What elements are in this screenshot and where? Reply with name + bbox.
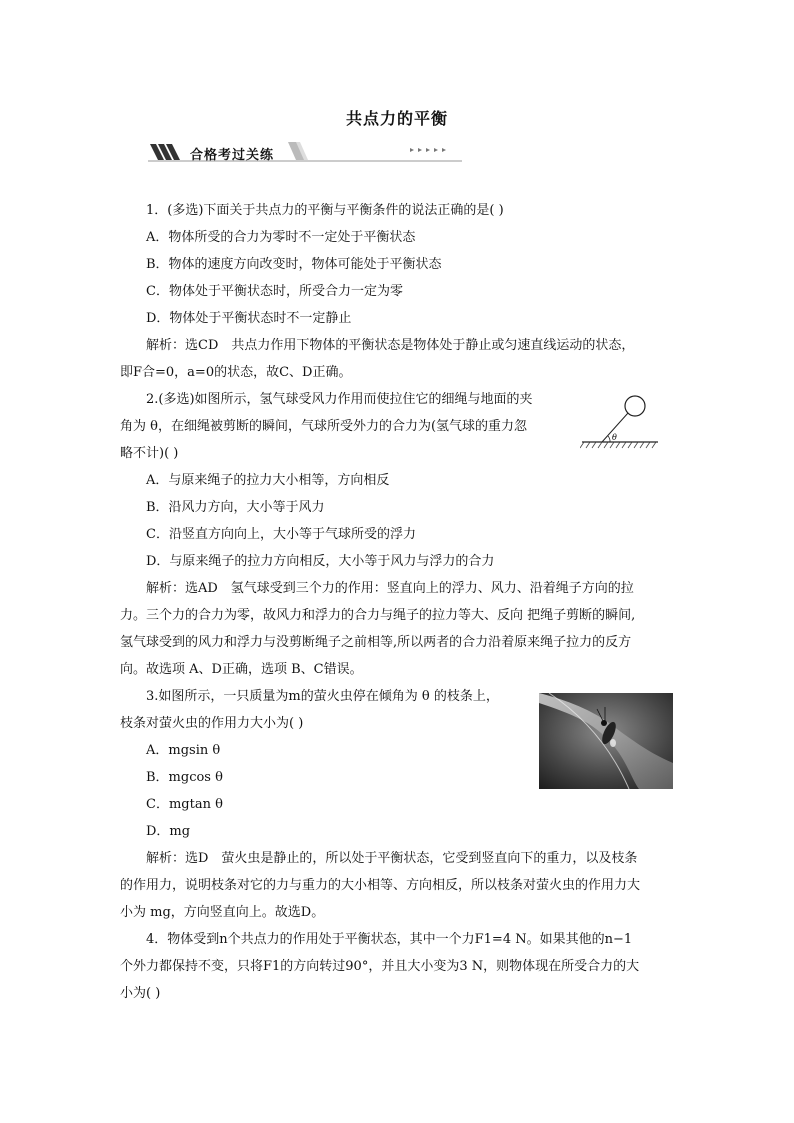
- q2-option-c: C．沿竖直方向向上，大小等于气球所受的浮力: [146, 527, 416, 542]
- q1-option-a: A．物体所受的合力为零时不一定处于平衡状态: [146, 230, 416, 245]
- q3-option-b: B．mgcos θ: [146, 770, 223, 785]
- q2-stem-2: 角为 θ，在细绳被剪断的瞬间，气球所受外力的合力为(氢气球的重力忽: [120, 419, 528, 434]
- q3-option-d: D．mg: [146, 824, 191, 839]
- ground-hatch: [580, 442, 656, 448]
- q1-analysis-2: 即F合=0，a=0的状态，故C、D正确。: [120, 365, 352, 380]
- q2-analysis-4: 向。故选项 A、D正确，选项 B、C错误。: [120, 662, 363, 677]
- q2-stem-1: 2.(多选)如图所示，氢气球受风力作用而使拉住它的细绳与地面的夹: [146, 392, 533, 407]
- q3-analysis-3: 小为 mg，方向竖直向上。故选D。: [120, 905, 325, 920]
- q2-option-a: A．与原来绳子的拉力大小相等，方向相反: [146, 473, 390, 488]
- section-banner: [148, 140, 462, 164]
- angle-arc: [608, 436, 610, 442]
- q1-option-d: D．物体处于平衡状态时不一定静止: [146, 311, 352, 326]
- q4-stem-1: 4．物体受到n个共点力的作用处于平衡状态，其中一个力F1=4 N。如果其他的n−1: [146, 932, 633, 947]
- page-title: 共点力的平衡: [345, 109, 448, 128]
- banner-label: 合格考过关练: [190, 148, 275, 163]
- q3-option-a: A．mgsin θ: [146, 743, 221, 758]
- q1-stem: 1．(多选)下面关于共点力的平衡与平衡条件的说法正确的是( ): [146, 203, 504, 218]
- q2-option-d: D．与原来绳子的拉力方向相反，大小等于风力与浮力的合力: [146, 554, 495, 569]
- q1-option-b: B．物体的速度方向改变时，物体可能处于平衡状态: [146, 257, 442, 272]
- q2-option-b: B．沿风力方向，大小等于风力: [146, 500, 325, 515]
- q3-option-c: C．mgtan θ: [146, 797, 223, 812]
- angle-label: θ: [612, 433, 617, 442]
- q3-analysis-2: 的作用力，说明枝条对它的力与重力的大小相等、方向相反，所以枝条对萤火虫的作用力大: [120, 878, 641, 893]
- balloon-diagram: [580, 392, 660, 452]
- firefly-photo: [539, 693, 673, 789]
- q1-analysis-1: 解析：选CD 共点力作用下物体的平衡状态是物体处于静止或匀速直线运动的状态，: [146, 338, 635, 353]
- q4-stem-2: 个外力都保持不变，只将F1的方向转过90°，并且大小变为3 N，则物体现在所受合力的大: [120, 959, 640, 974]
- q2-stem-3: 略不计)( ): [120, 446, 179, 461]
- q3-analysis-1: 解析：选D 萤火虫是静止的，所以处于平衡状态，它受到竖直向下的重力，以及枝条: [146, 851, 638, 866]
- q2-analysis-3: 氢气球受到的风力和浮力与没剪断绳子之前相等,所以两者的合力沿着原来绳子拉力的反方: [120, 635, 632, 650]
- q4-stem-3: 小为( ): [120, 986, 161, 1001]
- q3-stem-1: 3.如图所示，一只质量为m的萤火虫停在倾角为 θ 的枝条上，: [146, 689, 499, 704]
- q2-analysis-2: 力。三个力的合力为零，故风力和浮力的合力与绳子的拉力等大、反向 把绳子剪断的瞬间,: [120, 608, 636, 623]
- q2-analysis-1: 解析：选AD 氢气球受到三个力的作用：竖直向上的浮力、风力、沿着绳子方向的拉: [146, 581, 634, 596]
- q3-stem-2: 枝条对萤火虫的作用力大小为( ): [120, 716, 304, 731]
- q1-option-c: C．物体处于平衡状态时，所受合力一定为零: [146, 284, 403, 299]
